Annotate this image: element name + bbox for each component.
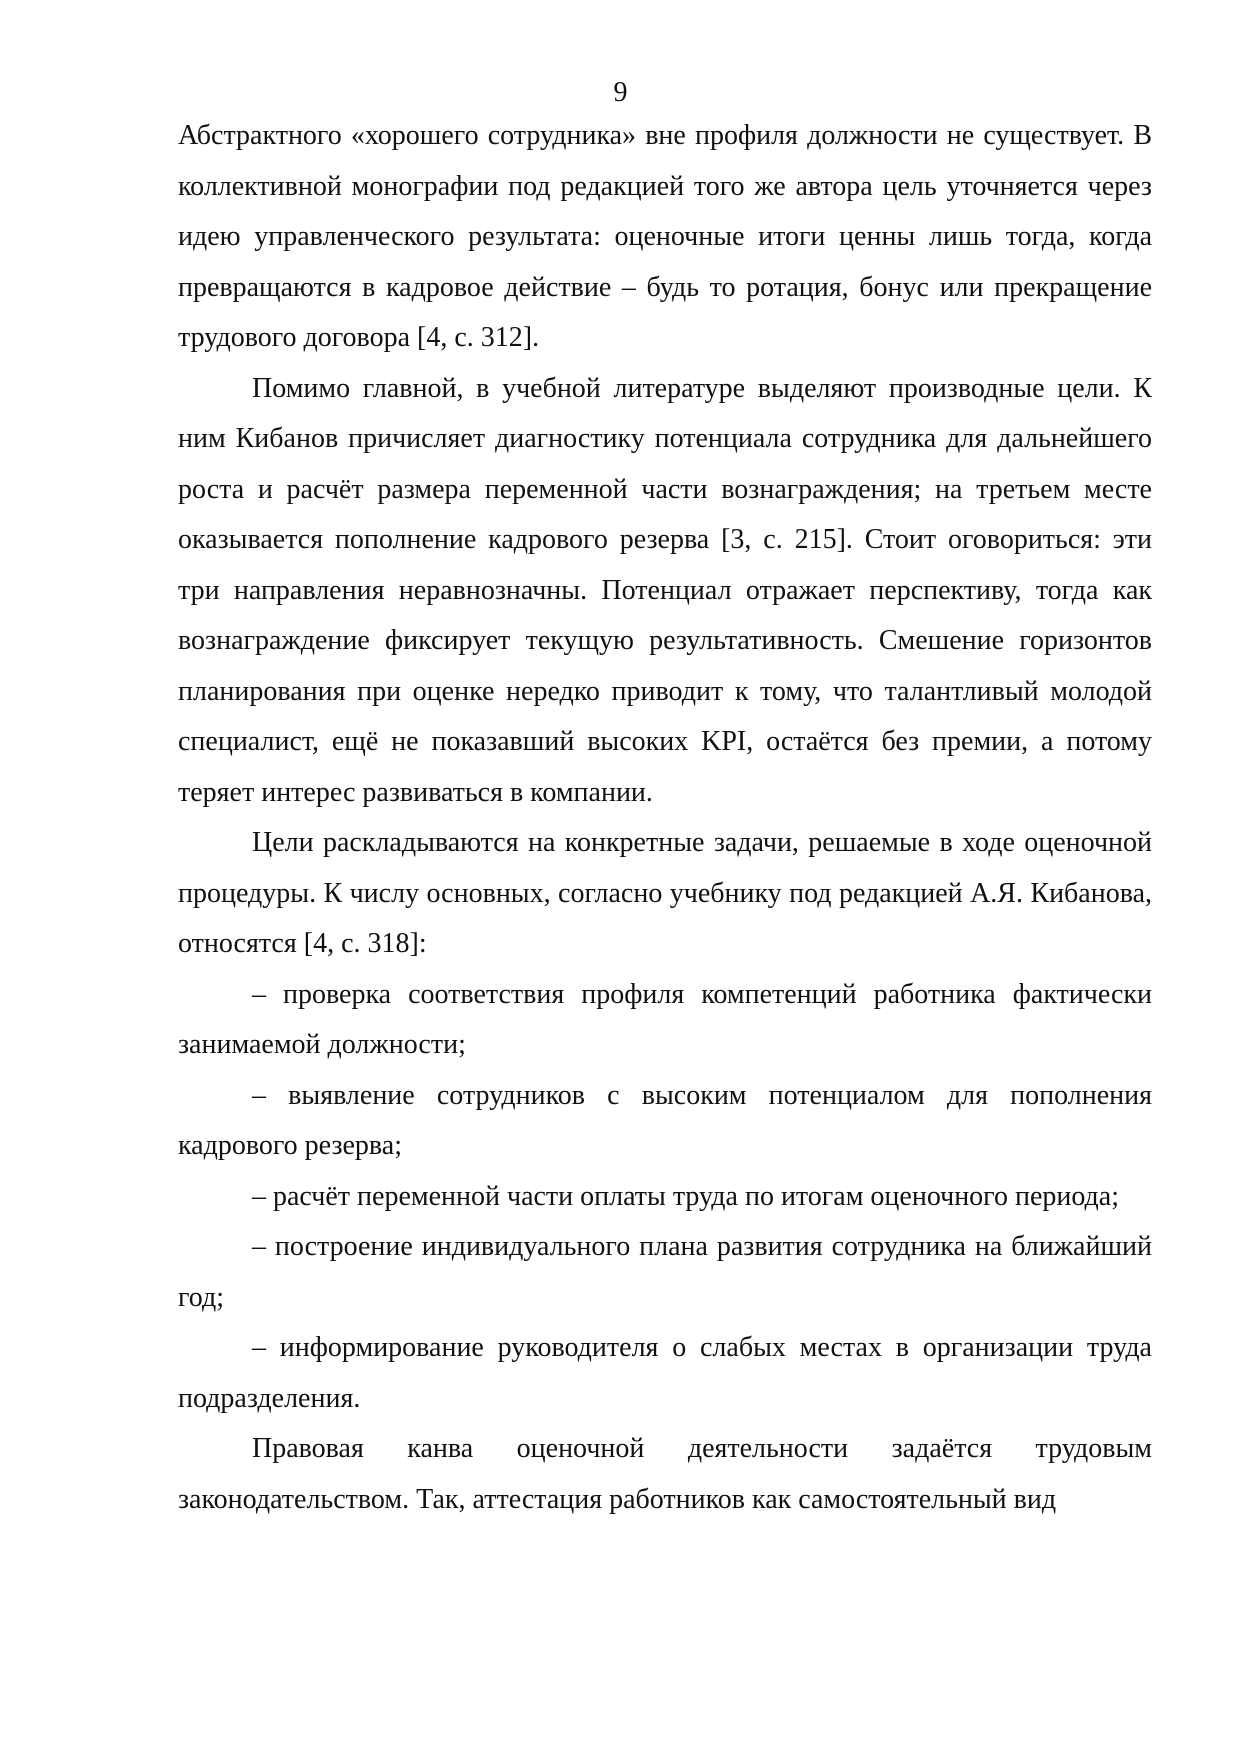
paragraph: Абстрактного «хорошего сотрудника» вне профиля должности не существует. В коллективной монографии под редакцией того же автора цель уточняется через идею управленческого результата: оценочные итоги ценны лишь тогда, когда превращаются в кадровое действие – будь то ротация, бонус или прекращение трудового договора [4, с. 312]. (178, 120, 1152, 353)
document-body (178, 111, 1152, 1525)
paragraph: Правовая канва оценочной деятельности задаётся трудовым законодательством. Так, аттестация работников как самостоятельный вид (178, 1433, 1152, 1515)
paragraph: Помимо главной, в учебной литературе выделяют производные цели. К ним Кибанов причисляет диагностику потенциала сотрудника для дальнейшего роста и расчёт размера переменной части вознаграждения; на третьем месте оказывается пополнение кадрового резерва [3, с. 215]. Стоит оговориться: эти три направления неравнозначны. Потенциал отражает перспективу, тогда как вознаграждение фиксирует текущую результативность. Смешение горизонтов планирования при оценке нередко приводит к тому, что талантливый молодой специалист, ещё не показавший высоких KPI, остаётся без премии, а потому теряет интерес развиваться в компании. (178, 372, 1152, 808)
list-item: – выявление сотрудников с высоким потенциалом для пополнения кадрового резерва; (178, 1079, 1152, 1161)
page-number: 9 (613, 77, 628, 108)
list-item: – информирование руководителя о слабых местах в организации труда подразделения. (178, 1332, 1152, 1414)
list-item: – расчёт переменной части оплаты труда по итогам оценочного периода; (252, 1180, 1120, 1212)
paragraph: Цели раскладываются на конкретные задачи, решаемые в ходе оценочной процедуры. К числу основных, согласно учебнику под редакцией А.Я. Кибанова, относятся [4, с. 318]: (178, 827, 1152, 959)
list-item: – проверка соответствия профиля компетенций работника фактически занимаемой должности; (178, 978, 1152, 1060)
list-item: – построение индивидуального плана развития сотрудника на ближайший год; (178, 1231, 1152, 1313)
